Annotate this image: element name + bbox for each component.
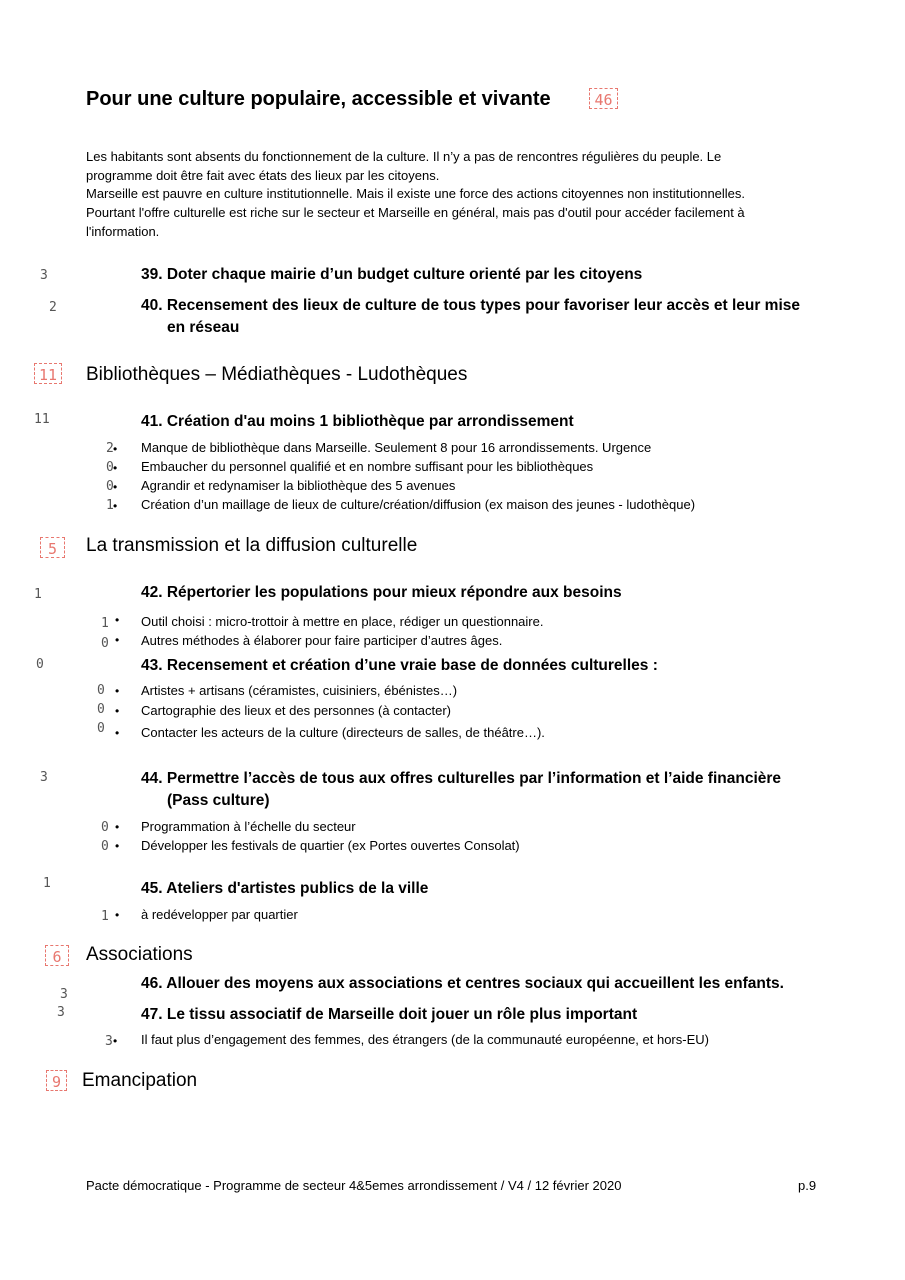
vote-count: 3 <box>57 1005 65 1020</box>
proposal-line: en réseau <box>167 319 240 336</box>
section-title-associations: Associations <box>86 944 193 965</box>
vote-count: 0 <box>36 657 44 672</box>
vote-count: 0 <box>106 460 114 475</box>
proposal-42: 42. Répertorier les populations pour mieux répondre aux besoins <box>141 584 622 601</box>
title-vote-badge: 46 <box>589 88 618 109</box>
list-item: Artistes + artisans (céramistes, cuisiniers, ébénistes…) <box>141 683 458 698</box>
proposal-45: 45. Ateliers d'artistes publics de la ville <box>141 880 429 897</box>
vote-count: 0 <box>101 636 109 651</box>
bullet-icon: • <box>115 684 120 698</box>
vote-count: 3 <box>105 1034 113 1049</box>
proposal-40 <box>141 295 800 339</box>
vote-count: 0 <box>106 479 114 494</box>
vote-count: 11 <box>34 412 50 427</box>
footer-text: Pacte démocratique - Programme de secteur 4&5emes arrondissement / V4 / 12 février 2020 <box>86 1178 622 1193</box>
proposal-line: 40. Recensement des lieux de culture de tous types pour favoriser leur accès et leur mise <box>141 297 801 314</box>
vote-count: 2 <box>106 441 114 456</box>
page-number: p.9 <box>798 1178 817 1193</box>
list-item: Manque de bibliothèque dans Marseille. Seulement 8 pour 16 arrondissements. Urgence <box>141 440 652 455</box>
bullet-icon: • <box>115 908 120 922</box>
list-item: à redévelopper par quartier <box>141 907 298 922</box>
bullet-icon: • <box>115 613 120 627</box>
proposal-43: 43. Recensement et création d’une vraie base de données culturelles : <box>141 657 658 674</box>
vote-count: 1 <box>101 616 109 631</box>
list-item: Autres méthodes à élaborer pour faire participer d’autres âges. <box>141 633 503 648</box>
list-item: Développer les festivals de quartier (ex Portes ouvertes Consolat) <box>141 838 520 853</box>
section-title-bibliotheques: Bibliothèques – Médiathèques - Ludothèques <box>86 364 468 385</box>
proposal-44 <box>141 768 781 812</box>
intro-line: l'information. <box>86 223 160 239</box>
bullet-icon: • <box>113 461 118 475</box>
list-item: Contacter les acteurs de la culture (directeurs de salles, de théâtre…). <box>141 725 545 740</box>
section-vote-badge: 6 <box>45 945 69 966</box>
vote-count: 1 <box>106 498 114 513</box>
vote-count: 2 <box>49 300 57 315</box>
vote-count: 3 <box>40 770 48 785</box>
bullet-icon: • <box>113 480 118 494</box>
intro-paragraph <box>86 148 831 242</box>
bullet-icon: • <box>113 1034 118 1048</box>
bullet-icon: • <box>115 633 120 647</box>
bullet-icon: • <box>113 499 118 513</box>
proposal-41: 41. Création d'au moins 1 bibliothèque par arrondissement <box>141 413 574 430</box>
list-item: Agrandir et redynamiser la bibliothèque des 5 avenues <box>141 478 456 493</box>
vote-count: 0 <box>101 820 109 835</box>
intro-line: Marseille est pauvre en culture institutionnelle. Mais il existe une force des actions citoyennes non institutionnelles. <box>86 186 746 202</box>
bullet-icon: • <box>115 839 120 853</box>
intro-line: Pourtant l'offre culturelle est riche sur le secteur et Marseille en général, mais pas d'outil pour accéder facilement à <box>86 205 745 221</box>
list-item: Cartographie des lieux et des personnes (à contacter) <box>141 703 452 718</box>
proposal-line: (Pass culture) <box>167 792 270 809</box>
list-item: Création d’un maillage de lieux de culture/création/diffusion (ex maison des jeunes - ludothèque) <box>141 497 696 512</box>
list-item: Programmation à l’échelle du secteur <box>141 819 356 834</box>
proposal-line: 44. Permettre l’accès de tous aux offres culturelles par l’information et l’aide financière <box>141 770 782 787</box>
intro-line: programme doit être fait avec états des lieux par les citoyens. <box>86 167 440 183</box>
list-item: Outil choisi : micro-trottoir à mettre en place, rédiger un questionnaire. <box>141 614 544 629</box>
section-vote-badge: 9 <box>46 1070 67 1091</box>
bullet-icon: • <box>115 820 120 834</box>
section-title-emancipation: Emancipation <box>82 1070 198 1091</box>
bullet-icon: • <box>113 442 118 456</box>
vote-count: 0 <box>97 702 105 717</box>
vote-count: 3 <box>60 987 68 1002</box>
intro-line: Les habitants sont absents du fonctionnement de la culture. Il n’y a pas de rencontres régulières du peuple. Le <box>86 149 722 164</box>
vote-count: 3 <box>40 268 48 283</box>
vote-count: 0 <box>97 721 105 736</box>
vote-count: 1 <box>34 587 42 602</box>
proposal-47: 47. Le tissu associatif de Marseille doit jouer un rôle plus important <box>141 1006 638 1023</box>
section-vote-badge: 11 <box>34 363 62 384</box>
section-title-transmission: La transmission et la diffusion culturelle <box>86 535 418 556</box>
list-item: Il faut plus d’engagement des femmes, des étrangers (de la communauté européenne, et hors-EU) <box>141 1032 709 1047</box>
vote-count: 1 <box>43 876 51 891</box>
section-vote-badge: 5 <box>40 537 65 558</box>
proposal-46: 46. Allouer des moyens aux associations et centres sociaux qui accueillent les enfants. <box>141 975 784 992</box>
bullet-icon: • <box>115 704 120 718</box>
vote-count: 1 <box>101 909 109 924</box>
proposal-39: 39. Doter chaque mairie d’un budget culture orienté par les citoyens <box>141 266 643 283</box>
page-title: Pour une culture populaire, accessible et vivante <box>86 88 551 110</box>
vote-count: 0 <box>101 839 109 854</box>
vote-count: 0 <box>97 683 105 698</box>
list-item: Embaucher du personnel qualifié et en nombre suffisant pour les bibliothèques <box>141 459 594 474</box>
bullet-icon: • <box>115 726 120 740</box>
